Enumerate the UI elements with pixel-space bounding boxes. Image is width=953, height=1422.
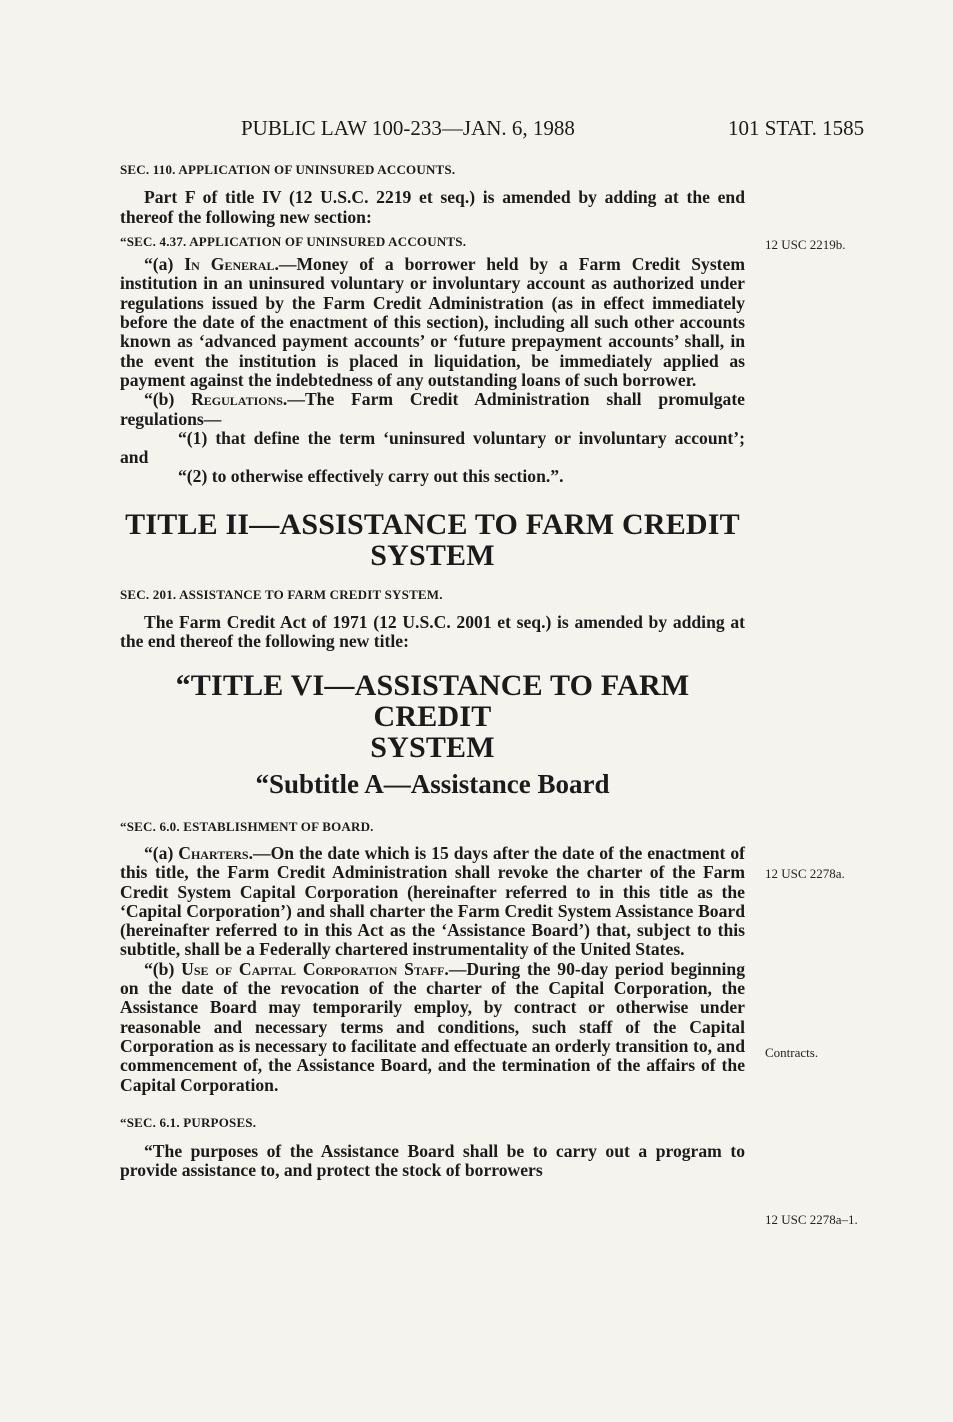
sec-60-heading: “SEC. 6.0. ESTABLISHMENT OF BOARD. — [120, 818, 374, 834]
sec-437-a-lead: “(a) — [144, 254, 185, 275]
sec-437-paragraph-2: “(2) to otherwise effectively carry out this section.”. — [178, 466, 564, 487]
title-vi-line-1: “TITLE VI—ASSISTANCE TO FARM CREDIT — [175, 668, 690, 733]
margin-note-12-usc-2278a-1: 12 USC 2278a–1. — [765, 1212, 858, 1227]
sec-61-text: “The purposes of the Assistance Board shall be to carry out a program to provide assistance to, and protect the stock of borrowers — [120, 1141, 745, 1181]
sec-60-a-text: —On the date which is 15 days after the date of the enactment of this title, the Farm Credit Administration shall revoke the charter of the Farm Credit System Capital Corporation (hereinafter referred to in this title as the ‘Capital Corporation’) and shall charter the Farm Credit System Assistance Board (hereinafter referred to in this Act as the ‘Assistance Board’) that, subject to this subtitle, shall be a Federally chartered instrumentality of the United States. — [120, 842, 745, 960]
title-vi-line-2: SYSTEM — [370, 730, 495, 764]
sec-437-a-text: —Money of a borrower held by a Farm Credit System institution in an uninsured voluntary or involuntary account as authorized under regulations issued by the Farm Credit Administration (as in effect immediately before the date of the enactment of this section), including all such other accounts known as ‘advanced payment accounts’ or ‘future prepayment accounts’ shall, in the event the institution is placed in liquidation, be immediately applied as payment against the indebtedness of any outstanding loans of such borrower. — [120, 254, 745, 390]
sec-110-intro: Part F of title IV (12 U.S.C. 2219 et seq.) is amended by adding at the end thereof the following new section: — [120, 187, 745, 227]
sec-60-b-caption: Use of Capital Corporation Staff. — [181, 958, 449, 979]
running-header — [0, 116, 953, 146]
sec-437-heading: “SEC. 4.37. APPLICATION OF UNINSURED ACCOUNTS. — [120, 233, 467, 249]
margin-note-12-usc-2278a: 12 USC 2278a. — [765, 866, 845, 881]
sec-437-b-lead: “(b) — [144, 389, 192, 410]
sec-437-paragraph-1: “(1) that define the term ‘uninsured voluntary or involuntary account’; and — [120, 427, 745, 468]
sec-201-heading: SEC. 201. ASSISTANCE TO FARM CREDIT SYSTEM. — [120, 586, 443, 602]
margin-note-contracts: Contracts. — [765, 1045, 819, 1060]
sec-437-b-caption: Regulations. — [191, 389, 288, 410]
title-ii-line-1: TITLE II—ASSISTANCE TO FARM CREDIT — [125, 507, 740, 541]
margin-note-12-usc-2219b: 12 USC 2219b. — [765, 237, 846, 252]
sec-60-a-caption: Charters. — [178, 842, 253, 863]
sec-437-a-caption: In General. — [184, 254, 279, 275]
sec-60-b-text: —During the 90-day period beginning on the date of the revocation of the charter of the Capital Corporation, the Assistance Board may temporarily employ, by contract or otherwise under reasonable and necessary terms and conditions, such staff of the Capital Corporation as is necessary to facilitate and effectuate an orderly transition to, and commencement of, the Assistance Board, and the termination of the affairs of the Capital Corporation. — [120, 958, 746, 1095]
header-public-law: PUBLIC LAW 100-233—JAN. 6, 1988 — [241, 116, 575, 140]
subtitle-a-heading: “Subtitle A—Assistance Board — [255, 768, 610, 799]
sec-60-b-lead: “(b) — [144, 958, 182, 979]
title-ii-heading — [120, 509, 745, 571]
sec-61-heading: “SEC. 6.1. PURPOSES. — [120, 1114, 257, 1130]
sec-437-b-text: —The Farm Credit Administration shall promulgate regulations— — [120, 389, 745, 429]
sec-201-text: The Farm Credit Act of 1971 (12 U.S.C. 2001 et seq.) is amended by adding at the end thereof the following new title: — [120, 612, 745, 652]
sec-60-subsection-b — [120, 960, 745, 1095]
title-vi-heading — [120, 670, 745, 799]
header-stat-page: 101 STAT. 1585 — [728, 116, 865, 140]
sec-60-subsection-a — [120, 844, 745, 960]
sec-437-subsection-a — [120, 255, 745, 390]
sec-437-subsection-b — [120, 390, 745, 429]
main-text-column — [120, 160, 745, 1181]
sec-110-heading: SEC. 110. APPLICATION OF UNINSURED ACCOUNTS. — [120, 162, 456, 177]
title-ii-line-2: SYSTEM — [370, 538, 495, 572]
sec-60-a-lead: “(a) — [144, 842, 179, 863]
